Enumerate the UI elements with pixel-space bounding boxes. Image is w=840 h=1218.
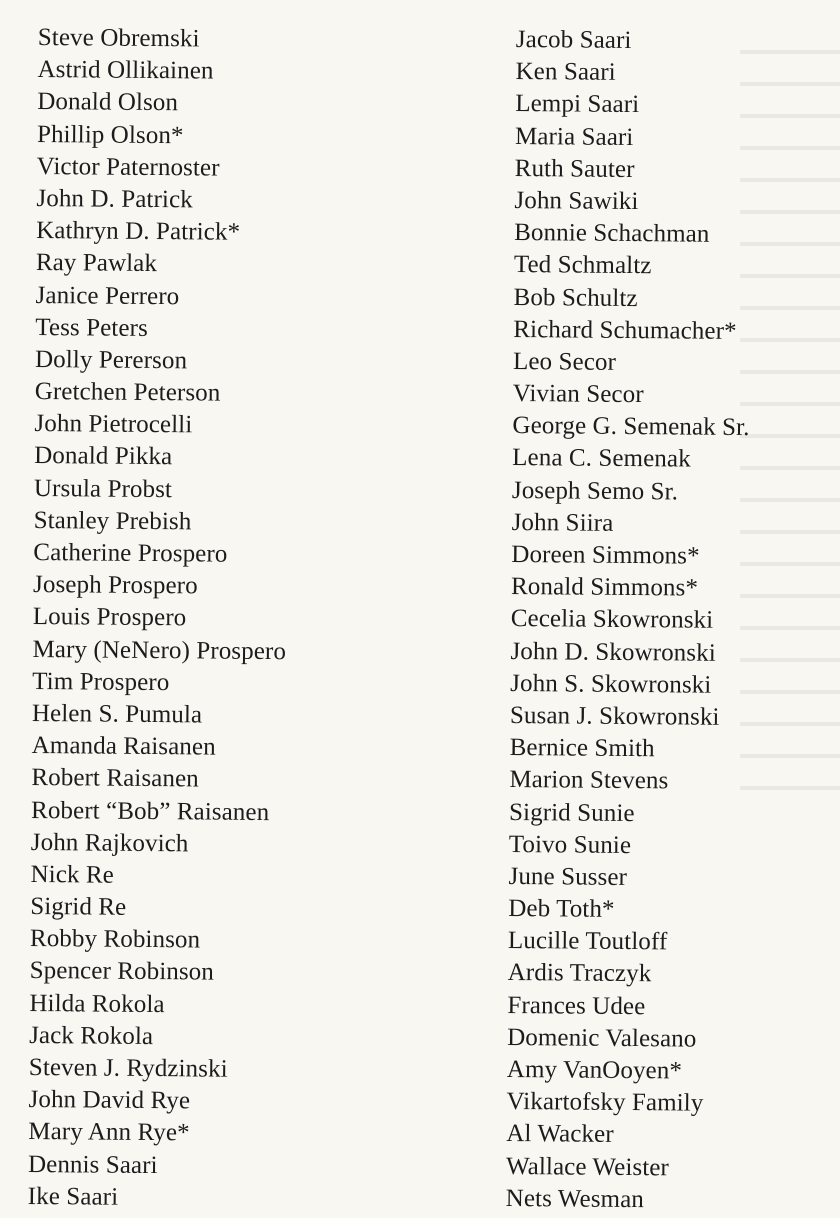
name-entry: Dennis Saari — [27, 1150, 158, 1179]
name-entry: George G. Semenak Sr. — [512, 412, 750, 442]
name-entry: Toivo Sunie — [508, 830, 632, 859]
name-entry: Lempi Saari — [515, 90, 640, 119]
name-entry: Lucille Toutloff — [507, 927, 668, 956]
name-entry: Leo Secor — [512, 347, 617, 376]
name-entry: Louis Prospero — [32, 603, 187, 632]
name-entry: Tess Peters — [35, 313, 148, 342]
name-entry: Ike Saari — [27, 1182, 119, 1211]
name-entry: Maria Saari — [514, 122, 634, 151]
name-entry: Nets Wesman — [505, 1184, 645, 1213]
name-entry: Ardis Traczyk — [507, 959, 652, 988]
name-entry: Bonnie Schachman — [514, 219, 710, 248]
name-entry: Ken Saari — [515, 58, 616, 87]
name-entry: Ray Pawlak — [35, 249, 158, 278]
name-entry: John Sawiki — [514, 186, 639, 216]
name-entry: Doreen Simmons* — [511, 540, 700, 570]
name-entry: Sigrid Sunie — [509, 798, 635, 827]
name-entry: Wallace Weister — [505, 1152, 670, 1181]
name-entry: June Susser — [508, 862, 628, 891]
name-entry: John D. Patrick — [36, 184, 193, 214]
name-entry: John Siira — [511, 508, 614, 537]
name-entry: Vikartofsky Family — [506, 1088, 704, 1117]
name-entry: Sigrid Re — [30, 893, 127, 921]
name-entry: Joseph Prospero — [32, 571, 198, 600]
name-entry: Bernice Smith — [509, 734, 655, 763]
name-entry: Catherine Prospero — [33, 538, 228, 568]
name-entry: Tim Prospero — [32, 667, 170, 696]
name-entry: Ursula Probst — [33, 474, 173, 503]
name-entry: Robert “Bob” Raisanen — [31, 796, 270, 826]
name-entry: Robby Robinson — [29, 925, 201, 954]
name-entry: Joseph Semo Sr. — [511, 476, 679, 506]
name-entry: Vivian Secor — [512, 380, 644, 409]
name-entry: Dolly Pererson — [34, 345, 188, 375]
name-entry: John S. Skowronski — [510, 669, 712, 699]
name-entry: Gretchen Peterson — [34, 378, 221, 407]
name-entry: Robert Raisanen — [31, 764, 199, 793]
name-entry: John Pietrocelli — [34, 410, 193, 439]
name-entry: Cecelia Skowronski — [510, 605, 714, 635]
name-entry: John Rajkovich — [30, 828, 189, 858]
name-entry: Nick Re — [30, 860, 115, 889]
name-entry: Steven J. Rydzinski — [28, 1053, 228, 1083]
name-entry: Jacob Saari — [515, 25, 632, 55]
name-entry: Amanda Raisanen — [31, 732, 216, 761]
name-entry: Susan J. Skowronski — [509, 701, 720, 731]
name-entry: Astrid Ollikainen — [37, 56, 214, 85]
name-entry: John David Rye — [28, 1086, 191, 1115]
name-entry: Domenic Valesano — [507, 1023, 697, 1053]
names-column-right — [506, 24, 816, 1218]
name-entry: Janice Perrero — [35, 281, 180, 310]
name-entry: Richard Schumacher* — [513, 315, 737, 345]
name-entry: Donald Olson — [37, 88, 179, 117]
name-entry: Al Wacker — [506, 1120, 614, 1149]
name-entry: Steve Obremski — [37, 23, 200, 53]
name-entry: Donald Pikka — [34, 442, 173, 471]
name-entry: Deb Toth* — [508, 895, 615, 923]
name-entry: Spencer Robinson — [29, 957, 215, 987]
name-entry: Mary Ann Rye* — [28, 1118, 190, 1147]
name-entry: Phillip Olson* — [36, 120, 184, 149]
name-entry: Stanley Prebish — [33, 506, 192, 536]
name-entry: Ruth Sauter — [514, 154, 635, 183]
name-entry: Helen S. Pumula — [31, 699, 203, 729]
name-entry: Kathryn D. Patrick* — [36, 217, 241, 246]
name-entry: Amy VanOoyen* — [506, 1055, 683, 1085]
name-entry: Ted Schmaltz — [513, 251, 652, 280]
name-entry: Jack Rokola — [29, 1021, 154, 1050]
name-entry: Lena C. Semenak — [512, 444, 691, 473]
name-entry: Mary (NeNero) Prospero — [32, 635, 287, 665]
name-entry: Bob Schultz — [513, 283, 638, 312]
names-column-left — [28, 22, 338, 1216]
name-entry: Ronald Simmons* — [510, 573, 699, 602]
name-entry: Frances Udee — [507, 991, 646, 1020]
name-entry: Victor Paternoster — [36, 152, 220, 182]
name-entry: Hilda Rokola — [29, 989, 165, 1018]
name-entry: John D. Skowronski — [510, 637, 716, 667]
name-entry: Marion Stevens — [509, 766, 669, 795]
